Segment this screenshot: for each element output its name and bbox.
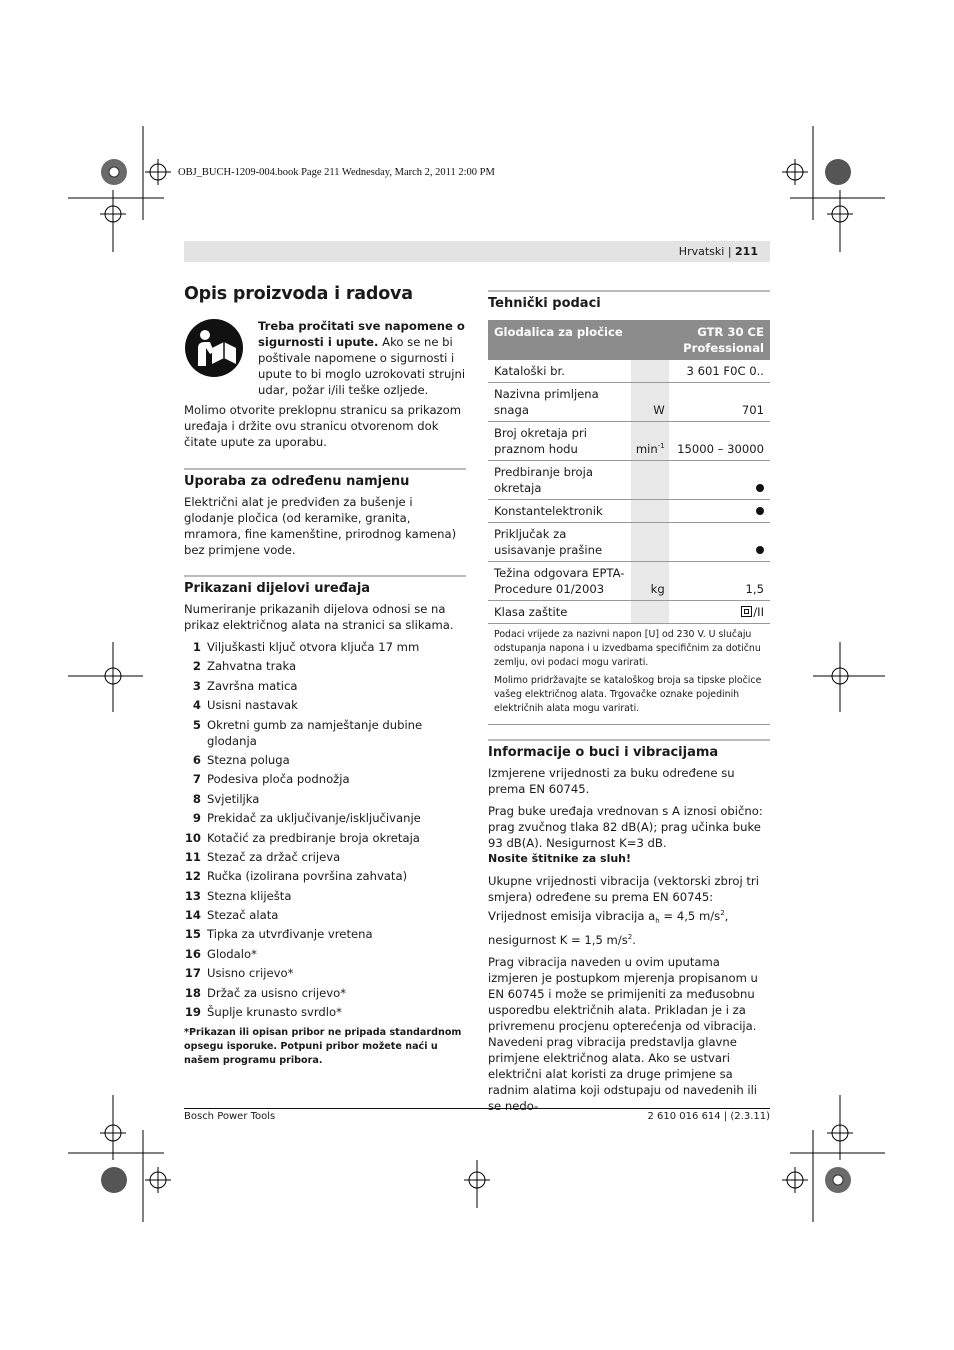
- spec-name: Klasa zaštite: [488, 601, 631, 624]
- part-number: 12: [184, 869, 201, 884]
- list-item: [184, 697, 466, 713]
- vib-text-a: Ukupne vrijednosti vibracija (vektorski zbroj tri smjera) određene su prema EN 60745: Vrijednost emisija vibracija a: [488, 874, 759, 923]
- spec-value-text: 15000 – 30000: [677, 442, 764, 456]
- right-column: [488, 290, 770, 1120]
- spec-value: [669, 360, 770, 383]
- double-insulation-icon: [741, 606, 752, 617]
- vibration-paragraph-1: [488, 873, 770, 948]
- list-item: [184, 965, 466, 981]
- part-number: 6: [192, 752, 201, 767]
- table-note-catalog: Molimo pridržavajte se kataloškog broja sa tipske pločice vašeg električnog alata. Trgovačke oznake pojedinih električnih alata mogu varirati.: [494, 675, 762, 714]
- feature-dot-icon: [756, 484, 764, 492]
- header-language: Hrvatski: [678, 245, 725, 258]
- spec-name: Priključak za usisavanje prašine: [488, 523, 631, 562]
- noise-paragraph-1: Izmjerene vrijednosti za buku određene su prema EN 60745.: [488, 766, 735, 796]
- list-item: [184, 771, 466, 787]
- spec-value: [669, 383, 770, 422]
- table-body: [488, 360, 770, 624]
- spec-unit-text: min: [635, 442, 658, 456]
- read-manual-icon: [184, 318, 244, 378]
- spec-value-text: 1,5: [745, 582, 764, 596]
- page-header-text: [679, 245, 758, 258]
- part-label: Držač za usisno crijevo*: [207, 985, 347, 1000]
- spec-value: [669, 562, 770, 601]
- table-head-right: [669, 320, 770, 360]
- page-header-bar: [184, 241, 770, 262]
- part-number: 15: [184, 927, 201, 942]
- table-head-model: GTR 30 CE: [697, 325, 764, 339]
- part-label: Stezač za držač crijeva: [207, 849, 341, 864]
- list-item: [184, 888, 466, 904]
- footer-doc-number: 2 610 016 614 | (2.3.11): [647, 1111, 770, 1122]
- list-item: [184, 907, 466, 923]
- spec-name: Težina odgovara EPTA-Procedure 01/2003: [488, 562, 631, 601]
- part-label: Ručka (izolirana površina zahvata): [207, 869, 408, 884]
- table-head-left: Glodalica za pločice: [488, 320, 669, 360]
- hearing-protection-warning: Nosite štitnike za sluh!: [488, 852, 632, 865]
- table-row: [488, 461, 770, 500]
- spec-unit: [631, 360, 669, 383]
- vib-sub: h: [655, 917, 660, 926]
- part-label: Okretni gumb za namještanje dubine glodanja: [207, 717, 423, 748]
- spec-name: Konstantelektronik: [488, 500, 631, 523]
- part-number: 18: [184, 985, 201, 1000]
- usage-section: [184, 468, 466, 558]
- header-separator: |: [727, 245, 732, 258]
- tech-spec-table: [488, 320, 770, 624]
- part-label: Usisni nastavak: [207, 698, 298, 713]
- table-row: [488, 360, 770, 383]
- part-number: 5: [192, 717, 201, 732]
- spec-unit: [631, 461, 669, 500]
- usage-paragraph: Električni alat je predviđen za bušenje i glodanje pločica (od keramike, granita, mramora, fine kamenštine, prirodnog kamena) bez primjene vode.: [184, 495, 457, 557]
- list-item: [184, 1004, 466, 1020]
- list-item: [184, 658, 466, 674]
- feature-dot-icon: [756, 507, 764, 515]
- page-title: Opis proizvoda i radova: [184, 284, 413, 304]
- table-notes: [488, 628, 770, 725]
- safety-intro: [184, 318, 466, 398]
- safety-text: Ako se ne bi poštivale napomene o sigurnosti i upute to bi moglo uzrokovati strujni udar, požar i/ili teške ozljede.: [258, 335, 466, 397]
- vib-sup-1: 2: [720, 909, 725, 917]
- list-item: [184, 791, 466, 807]
- spec-name: Nazivna primljena snaga: [488, 383, 631, 422]
- spec-value: [669, 422, 770, 461]
- part-label: Stezna poluga: [207, 752, 290, 767]
- part-label: Podesiva ploča podnožja: [207, 772, 350, 787]
- accessory-footnote: *Prikazan ili opisan pribor ne pripada standardnom opsegu isporuke. Potpuni pribor možete naći u našem programu pribora.: [184, 1027, 462, 1067]
- spec-unit-text: W: [653, 403, 665, 417]
- spec-unit-text: kg: [650, 582, 665, 596]
- spec-value: [669, 500, 770, 523]
- feature-dot-icon: [756, 546, 764, 554]
- noise-section: [488, 739, 770, 1114]
- spec-unit: [631, 562, 669, 601]
- vib-text-c: , nesigurnost K = 1,5 m/s: [488, 908, 729, 948]
- spec-unit: [631, 523, 669, 562]
- list-item: [184, 678, 466, 694]
- spec-value: [669, 523, 770, 562]
- part-number: 16: [184, 946, 201, 961]
- usage-heading: Uporaba za određenu namjenu: [184, 474, 410, 489]
- list-item: [184, 639, 466, 655]
- tech-section: [488, 290, 770, 725]
- spec-unit: [631, 383, 669, 422]
- part-number: 3: [192, 678, 201, 693]
- list-item: [184, 946, 466, 962]
- spec-name: Predbiranje broja okretaja: [488, 461, 631, 500]
- table-row: [488, 383, 770, 422]
- part-number: 13: [184, 888, 201, 903]
- spec-unit: [631, 601, 669, 624]
- vib-text-b: = 4,5 m/s: [659, 908, 721, 923]
- part-number: 14: [184, 908, 201, 923]
- spec-value-text: 701: [741, 403, 764, 417]
- part-label: Zahvatna traka: [207, 659, 297, 674]
- parts-section: [184, 575, 466, 1068]
- part-number: 8: [192, 791, 201, 806]
- list-item: [184, 717, 466, 749]
- part-label: Viljuškasti ključ otvora ključa 17 mm: [207, 640, 420, 654]
- parts-list: [184, 639, 466, 1020]
- spec-value-text: /II: [753, 605, 764, 619]
- header-page-number: 211: [735, 245, 758, 258]
- spec-value-text: 3 601 F0C 0..: [686, 364, 764, 378]
- safety-paragraph: [258, 318, 466, 398]
- list-item: [184, 830, 466, 846]
- list-item: [184, 985, 466, 1001]
- table-row: [488, 562, 770, 601]
- vib-sup-2: 2: [627, 933, 633, 942]
- spec-name: Kataloški br.: [488, 360, 631, 383]
- list-item: [184, 926, 466, 942]
- list-item: [184, 810, 466, 826]
- fold-paragraph: Molimo otvorite preklopnu stranicu sa prikazom uređaja i držite ovu stranicu otvorenom dok čitate upute za uporabu.: [184, 403, 462, 449]
- vib-text-d: .: [632, 933, 636, 948]
- table-note-voltage: Podaci vrijede za nazivni napon [U] od 230 V. U slučaju odstupanja napona i u izvedbama specifičnim za dotičnu zemlju, ovi podaci mogu varirati.: [494, 629, 761, 668]
- table-head-series: Professional: [683, 341, 764, 355]
- part-label: Glodalo*: [207, 946, 257, 961]
- spec-unit: [631, 500, 669, 523]
- vibration-paragraph-3: Navedeni prag vibracija predstavlja glavne primjene električnog alata. Ako se ustvari električni alat koristi za druge primjene sa radnim alatima koji odstupaju od navedenih ili se nedo-: [488, 1035, 758, 1114]
- part-number: 2: [192, 659, 201, 674]
- part-number: 19: [184, 1005, 201, 1020]
- left-column: [184, 284, 466, 1068]
- parts-heading: Prikazani dijelovi uređaja: [184, 581, 371, 596]
- table-row: [488, 500, 770, 523]
- list-item: [184, 868, 466, 884]
- footer-brand: Bosch Power Tools: [184, 1111, 276, 1122]
- table-row: [488, 523, 770, 562]
- part-number: 7: [192, 772, 201, 787]
- spec-unit-sup: -1: [657, 442, 665, 451]
- part-label: Šuplje krunasto svrdlo*: [207, 1005, 342, 1020]
- parts-intro: Numeriranje prikazanih dijelova odnosi se na prikaz električnog alata na stranici sa slikama.: [184, 602, 454, 632]
- part-label: Usisno crijevo*: [207, 966, 294, 981]
- part-number: 9: [192, 811, 201, 826]
- print-info-line: OBJ_BUCH-1209-004.book Page 211 Wednesday, March 2, 2011 2:00 PM: [178, 167, 495, 178]
- part-number: 4: [192, 698, 201, 713]
- noise-paragraph-2: Prag buke uređaja vrednovan s A iznosi obično: prag zvučnog tlaka 82 dB(A); prag učinka buke 93 dB(A). Nesigurnost K=3 dB.: [488, 804, 763, 850]
- spec-value: [669, 461, 770, 500]
- noise-heading: Informacije o buci i vibracijama: [488, 745, 719, 760]
- part-label: Svjetiljka: [207, 791, 260, 806]
- part-label: Prekidač za uključivanje/isključivanje: [207, 811, 421, 826]
- table-header-row: [488, 320, 770, 360]
- part-label: Tipka za utvrđivanje vretena: [207, 927, 373, 942]
- table-row: [488, 601, 770, 624]
- part-number: 17: [184, 966, 201, 981]
- part-number: 10: [184, 830, 201, 845]
- list-item: [184, 752, 466, 768]
- part-label: Stezač alata: [207, 908, 279, 923]
- spec-unit: [631, 422, 669, 461]
- spec-name: Broj okretaja pri praznom hodu: [488, 422, 631, 461]
- part-number: 11: [184, 849, 201, 864]
- vibration-paragraph-2: Prag vibracija naveden u ovim uputama izmjeren je postupkom mjerenja propisanom u EN 60745 i može se primijeniti za međusobnu usporedbu električnih alata. Prikladan je i za privremenu procjenu opterećenja od vibracija.: [488, 955, 758, 1034]
- list-item: [184, 849, 466, 865]
- tech-heading: Tehnički podaci: [488, 296, 601, 311]
- safety-bold: Treba pročitati sve napomene o sigurnosti i upute.: [258, 319, 465, 349]
- footer-rule: [184, 1108, 770, 1109]
- part-number: 1: [192, 640, 201, 654]
- part-label: Stezna kliješta: [207, 888, 292, 903]
- part-label: Kotačić za predbiranje broja okretaja: [207, 830, 420, 845]
- table-row: [488, 422, 770, 461]
- spec-value: [669, 601, 770, 624]
- part-label: Završna matica: [207, 678, 298, 693]
